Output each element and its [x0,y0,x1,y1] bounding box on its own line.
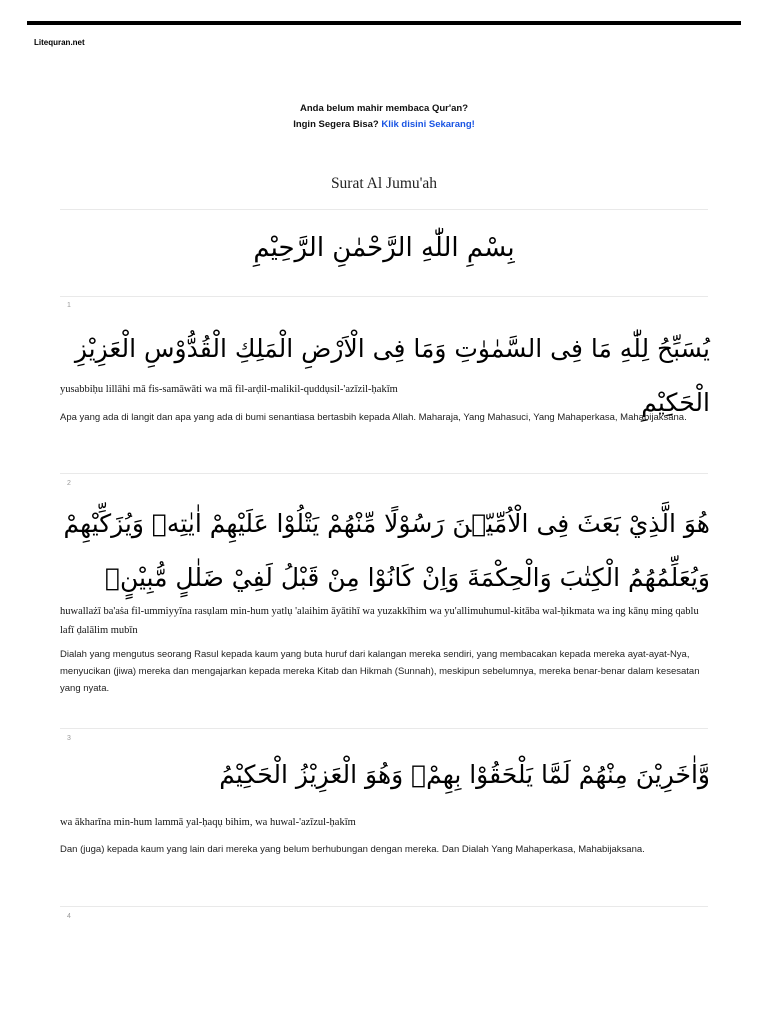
verse-divider [60,473,708,474]
divider [60,209,708,210]
verse-arabic: يُسَبِّحُ لِلّٰهِ مَا فِى السَّمٰوٰتِ وَمَا فِى الْاَرْضِ الْمَلِكِ الْقُدُّوْسِ الْعَزِيْزِ الْحَكِيْمِ [74,334,710,417]
verse-number: 2 [67,480,71,487]
verse-transliteration: yusabbiḥu lillāhi mā fis-samāwāti wa mā fil-arḍil-malikil-quddụsil-'azīzil-ḥakīm [60,384,398,395]
site-logo-link[interactable]: Litequran.net [34,38,85,47]
promo-question: Ingin Segera Bisa? [293,119,379,130]
promo-link[interactable]: Klik disini Sekarang! [381,119,475,130]
verse-arabic: هُوَ الَّذِيْ بَعَثَ فِى الْاُمِّيّٖنَ رَسُوْلًا مِّنْهُمْ يَتْلُوْا عَلَيْهِمْ اٰيٰتِهٖ وَيُزَكِّيْهِمْ وَيُعَلِّمُهُمُ الْكِتٰبَ وَالْحِكْمَةَ وَاِنْ كَانُوْا مِنْ قَبْلُ لَفِيْ ضَلٰلٍ مُّبِيْنٍۙ [63,509,710,592]
bismillah: بِسْمِ اللّٰهِ الرَّحْمٰنِ الرَّحِيْمِ [253,233,515,263]
verse-divider [60,296,708,297]
promo-line-1: Anda belum mahir membaca Qur'an? [299,103,469,114]
promo-line-2 [0,119,768,130]
verse-number: 1 [67,302,71,309]
verse-translation: Dan (juga) kepada kaum yang lain dari mereka yang belum berhubungan dengan mereka. Dan Dialah Yang Mahaperkasa, Mahabijaksana. [60,844,645,855]
verse-divider [60,906,708,907]
verse-arabic: وَّاٰخَرِيْنَ مِنْهُمْ لَمَّا يَلْحَقُوْا بِهِمْۗ وَهُوَ الْعَزِيْزُ الْحَكِيْمُ [219,760,710,789]
verse-translation: Dialah yang mengutus seorang Rasul kepada kaum yang buta huruf dari kalangan mereka sendiri, yang membacakan kepada mereka ayat-ayat-Nya, menyucikan (jiwa) mereka dan mengajarkan kepada mereka Kitab dan Hikmah (Sunnah), meskipun sebelumnya, mereka benar-benar dalam kesesatan yang nyata. [60,649,700,694]
top-border [27,21,741,25]
verse-divider [60,728,708,729]
verse-translation: Apa yang ada di langit dan apa yang ada di bumi senantiasa bertasbih kepada Allah. Maharaja, Yang Mahasuci, Yang Mahaperkasa, Mahabijaksana. [60,412,687,423]
verse-transliteration: wa ākharīna min-hum lammā yal-ḥaqụ bihim, wa huwal-'azīzul-ḥakīm [60,817,356,828]
surah-title: Surat Al Jumu'ah [330,175,438,192]
verse-transliteration: huwallażī ba'aṡa fil-ummiyyīna rasụlam min-hum yatlụ 'alaihim āyātihī wa yuzakkīhim wa yu'allimuhumul-kitāba wal-ḥikmata wa ing kānụ ming qablu lafī ḍalālim mubīn [60,606,699,636]
verse-number: 3 [67,735,71,742]
verse-number: 4 [67,913,71,920]
